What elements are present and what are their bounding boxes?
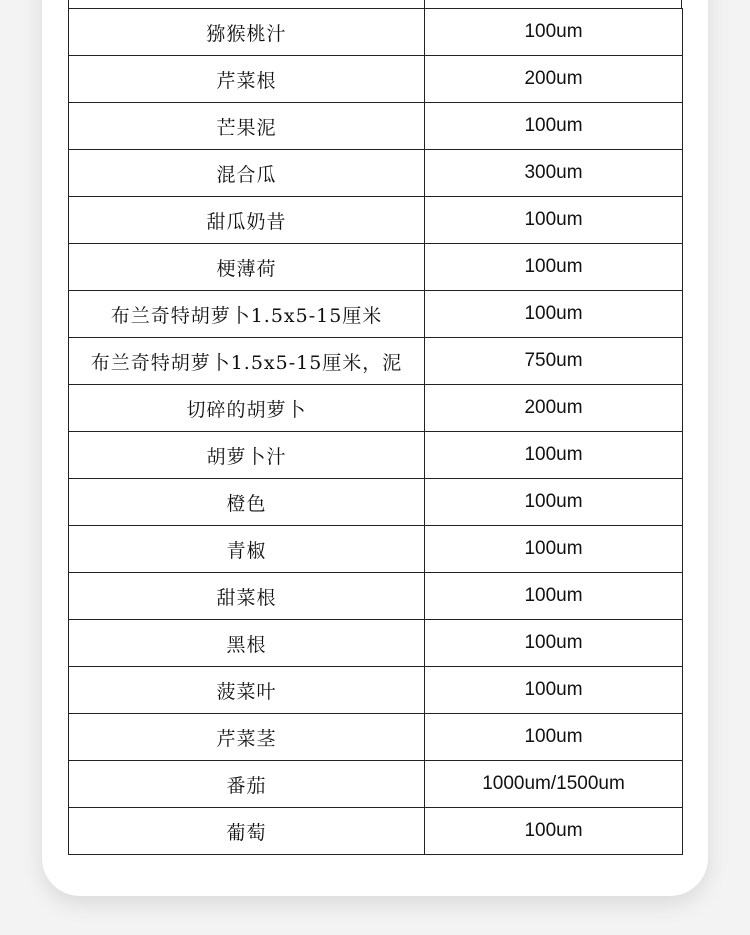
product-name-cell: 混合瓜 <box>69 150 425 197</box>
column-divider <box>424 0 425 8</box>
filter-size-table <box>68 8 683 855</box>
product-name-cell: 布兰奇特胡萝卜1.5x5-15厘米 <box>69 291 425 338</box>
product-name-cell: 番茄 <box>69 761 425 808</box>
table-row <box>69 714 683 761</box>
filter-size-cell: 100um <box>425 714 683 761</box>
table-row <box>69 432 683 479</box>
table-row <box>69 526 683 573</box>
table-row <box>69 479 683 526</box>
product-name-cell: 芒果泥 <box>69 103 425 150</box>
product-name-cell: 橙色 <box>69 479 425 526</box>
table-row <box>69 103 683 150</box>
table-row <box>69 291 683 338</box>
filter-size-cell: 1000um/1500um <box>425 761 683 808</box>
filter-size-cell: 100um <box>425 808 683 855</box>
product-name-cell: 菠菜叶 <box>69 667 425 714</box>
table-row <box>69 56 683 103</box>
table-row <box>69 808 683 855</box>
table-row <box>69 9 683 56</box>
filter-size-cell: 100um <box>425 291 683 338</box>
filter-size-cell: 100um <box>425 526 683 573</box>
filter-size-cell: 100um <box>425 9 683 56</box>
product-name-cell: 甜菜根 <box>69 573 425 620</box>
product-name-cell: 青椒 <box>69 526 425 573</box>
filter-size-cell: 100um <box>425 197 683 244</box>
product-name-cell: 芹菜茎 <box>69 714 425 761</box>
filter-size-cell: 100um <box>425 573 683 620</box>
filter-size-cell: 750um <box>425 338 683 385</box>
table-row <box>69 385 683 432</box>
product-name-cell: 切碎的胡萝卜 <box>69 385 425 432</box>
table-row <box>69 667 683 714</box>
filter-size-cell: 200um <box>425 385 683 432</box>
table-row <box>69 573 683 620</box>
table-row <box>69 244 683 291</box>
product-name-cell: 胡萝卜汁 <box>69 432 425 479</box>
filter-size-cell: 100um <box>425 432 683 479</box>
table-row <box>69 197 683 244</box>
table-row <box>69 761 683 808</box>
filter-size-cell: 100um <box>425 620 683 667</box>
filter-size-cell: 100um <box>425 103 683 150</box>
product-name-cell: 芹菜根 <box>69 56 425 103</box>
table-row <box>69 150 683 197</box>
table-row <box>69 620 683 667</box>
filter-size-cell: 300um <box>425 150 683 197</box>
table-row <box>69 338 683 385</box>
table-top-edge <box>68 0 682 8</box>
filter-size-cell: 100um <box>425 244 683 291</box>
filter-size-cell: 200um <box>425 56 683 103</box>
product-name-cell: 梗薄荷 <box>69 244 425 291</box>
product-name-cell: 甜瓜奶昔 <box>69 197 425 244</box>
product-name-cell: 猕猴桃汁 <box>69 9 425 56</box>
filter-size-cell: 100um <box>425 667 683 714</box>
product-name-cell: 葡萄 <box>69 808 425 855</box>
filter-size-cell: 100um <box>425 479 683 526</box>
product-name-cell: 黑根 <box>69 620 425 667</box>
product-name-cell: 布兰奇特胡萝卜1.5x5-15厘米，泥 <box>69 338 425 385</box>
